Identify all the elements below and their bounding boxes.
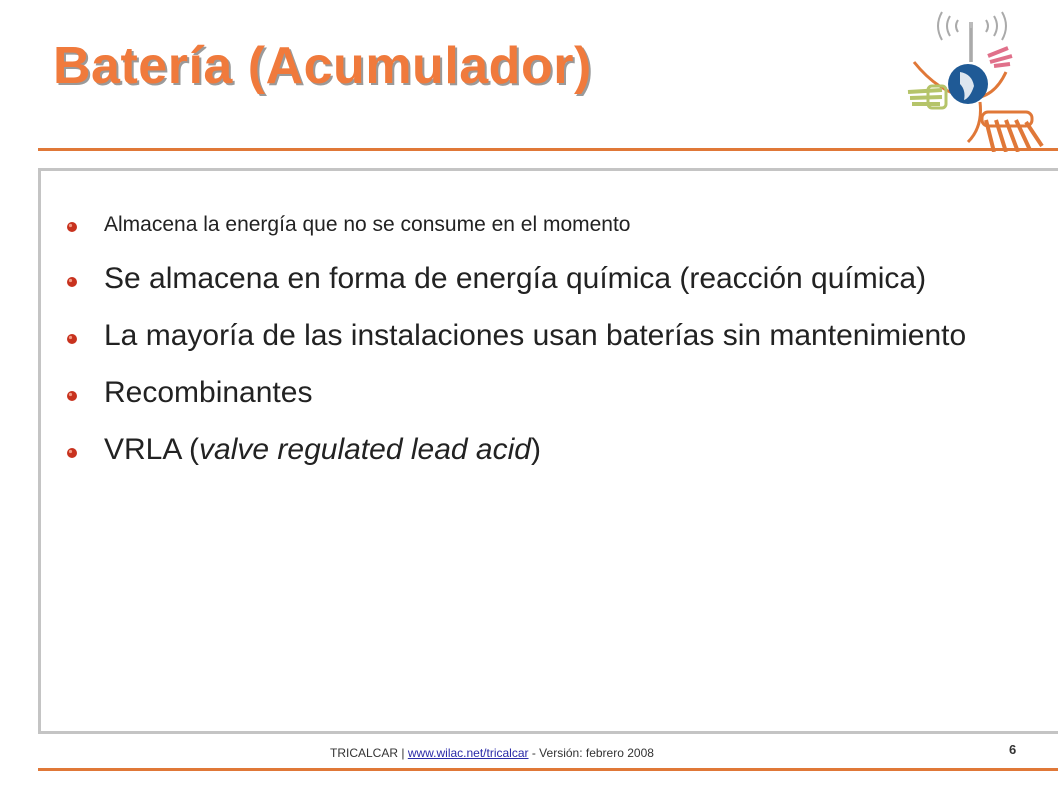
bullet-icon <box>67 447 79 459</box>
footer-divider <box>38 768 1058 771</box>
bullet-text-prefix: VRLA ( <box>104 433 200 466</box>
title-divider <box>38 148 1058 151</box>
slide-title: Batería (Acumulador) <box>53 37 592 95</box>
footer-org: TRICALCAR <box>330 746 399 760</box>
content-box <box>38 168 1058 734</box>
bullet-icon <box>67 276 79 288</box>
bullet-item <box>67 209 1058 241</box>
bullet-item <box>67 373 1058 413</box>
bullet-text: Almacena la energía que no se consume en el momento <box>104 213 631 236</box>
footer-link[interactable]: www.wilac.net/tricalcar <box>407 746 529 760</box>
bullet-text-italic: valve regulated lead acid <box>199 433 531 466</box>
footer <box>330 746 654 760</box>
footer-separator: | <box>398 746 408 760</box>
page-number: 6 <box>1009 742 1017 757</box>
bullet-icon <box>67 333 79 345</box>
bullet-item <box>67 259 1058 299</box>
bullet-icon <box>67 390 79 402</box>
bullet-icon <box>67 221 79 233</box>
bullet-text: Se almacena en forma de energía química (reacción química) <box>104 262 927 295</box>
tricalcar-logo-icon <box>898 2 1058 152</box>
bullet-text: Recombinantes <box>104 376 313 409</box>
bullet-text-suffix: ) <box>530 433 541 466</box>
bullet-text: La mayoría de las instalaciones usan baterías sin mantenimiento <box>104 319 967 352</box>
footer-version: - Versión: febrero 2008 <box>528 746 654 760</box>
bullet-list <box>67 209 1058 470</box>
bullet-item <box>67 430 1058 470</box>
bullet-item <box>67 316 1058 356</box>
